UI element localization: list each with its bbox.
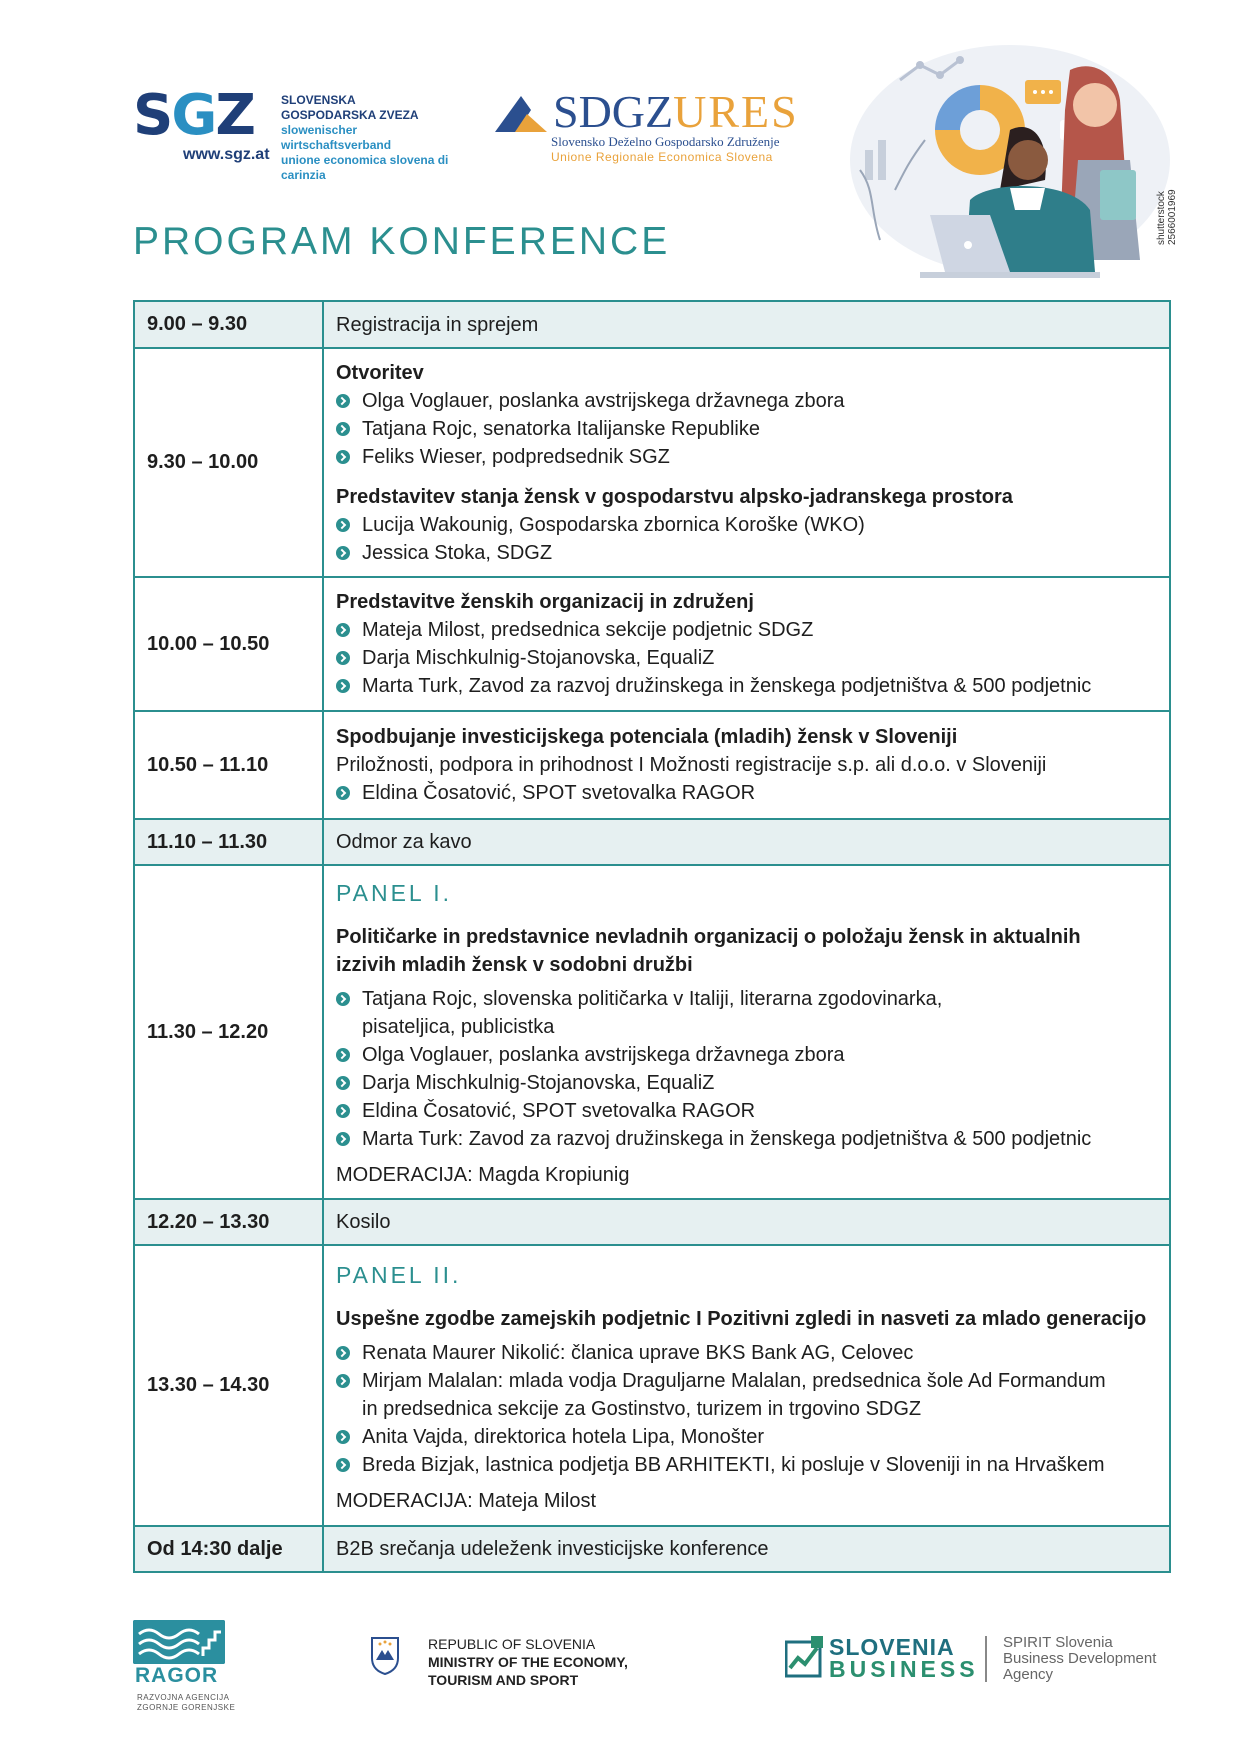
slovenia-business-line-2: BUSINESS [829, 1656, 979, 1682]
bullet-icon [336, 623, 350, 637]
image-credit: shutterstock 2566001969 [1156, 189, 1178, 245]
ragor-sub-2: ZGORNJE GORENJSKE [137, 1703, 236, 1712]
program-row [134, 1526, 1170, 1572]
program-content: Kosilo [323, 1199, 1170, 1245]
sgz-line-2: slowenischer wirtschaftsverband [281, 123, 392, 152]
ragor-waves-icon [133, 1620, 225, 1664]
list-item: Marta Turk: Zavod za razvoj družinskega in ženskega podjetništva & 500 podjetnic [336, 1125, 1155, 1153]
section-heading: Spodbujanje investicijskega potenciala (mladih) žensk v Sloveniji [336, 726, 958, 748]
program-time: 10.00 – 10.50 [134, 577, 323, 711]
panel-label: PANEL II. [336, 1261, 462, 1288]
list-item: Eldina Čosatović, SPOT svetovalka RAGOR [336, 779, 1155, 807]
sgz-url: www.sgz.at [183, 146, 270, 163]
page-title: PROGRAM KONFERENCE [133, 220, 671, 263]
program-time: 13.30 – 14.30 [134, 1245, 323, 1526]
program-content [323, 577, 1170, 711]
program-row [134, 1199, 1170, 1245]
section-heading: Političarke in predstavnice nevladnih organizacij o položaju žensk in aktualnih izzivih mladih žensk v sodobni družbi [336, 926, 1081, 976]
moderation: MODERACIJA: Mateja Milost [336, 1489, 597, 1512]
bullet-icon [336, 1458, 350, 1472]
program-time: 11.30 – 12.20 [134, 865, 323, 1199]
women-working-illustration [840, 40, 1180, 310]
list-item: Darja Mischkulnig-Stojanovska, EqualiZ [336, 644, 1155, 672]
program-content: Registracija in sprejem [323, 301, 1170, 348]
slovenia-business-line-1: SLOVENIA [829, 1634, 955, 1660]
program-content: B2B srečanja udeleženk investicijske konference [323, 1526, 1170, 1572]
list-item: Breda Bizjak, lastnica podjetja BB ARHITEKTI, ki posluje v Sloveniji in na Hrvaškem [336, 1451, 1155, 1479]
program-time: 12.20 – 13.30 [134, 1199, 323, 1245]
list-item: Olga Voglauer, poslanka avstrijskega državnega zbora [336, 387, 1155, 415]
program-row [134, 348, 1170, 577]
sdgz-line-1: Slovensko Deželno Gospodarsko Združenje [551, 134, 780, 149]
section-heading: Uspešne zgodbe zamejskih podjetnic I Pozitivni zgledi in nasveti za mlado generacijo [336, 1307, 1147, 1330]
sdgz-triangle-icon [495, 94, 547, 132]
page-header [0, 0, 1240, 300]
sgz-logo-mark: SGZ [133, 83, 254, 148]
bullet-icon [336, 1132, 350, 1146]
bullet-icon [336, 450, 350, 464]
ministry-line-3: TOURISM AND SPORT [428, 1672, 579, 1688]
bullet-icon [336, 518, 350, 532]
panel-label: PANEL I. [336, 880, 453, 906]
ragor-name: RAGOR [135, 1664, 219, 1687]
bullet-icon [336, 394, 350, 408]
list-item: Tatjana Rojc, slovenska političarka v Italiji, literarna zgodovinarka, pisateljica, publicistka [336, 985, 1155, 1041]
bullet-icon [336, 651, 350, 665]
program-time: 11.10 – 11.30 [134, 819, 323, 865]
sgz-line-3: unione economica slovena di carinzia [281, 153, 449, 182]
sgz-line-1: SLOVENSKA GOSPODARSKA ZVEZA [281, 93, 419, 122]
sdgz-line-2: Unione Regionale Economica Slovena [551, 150, 773, 164]
spirit-line-2: Business Development [1003, 1650, 1157, 1667]
footer-logos [0, 1600, 1240, 1750]
program-content: Odmor za kavo [323, 819, 1170, 865]
logo-divider [985, 1636, 987, 1682]
program-content [323, 348, 1170, 577]
sdgz-logo-mark: SDGZURES [553, 86, 799, 137]
program-row [134, 711, 1170, 819]
list-item: Olga Voglauer, poslanka avstrijskega državnega zbora [336, 1041, 1155, 1069]
program-content [323, 1245, 1170, 1526]
program-row [134, 819, 1170, 865]
slovenia-business-icon [785, 1636, 825, 1678]
program-row [134, 1245, 1170, 1526]
list-item: Lucija Wakounig, Gospodarska zbornica Koroške (WKO) [336, 511, 1155, 539]
spirit-line-3: Agency [1003, 1666, 1054, 1683]
moderation: MODERACIJA: Magda Kropiunig [336, 1164, 630, 1186]
program-row [134, 301, 1170, 348]
spirit-line-1: SPIRIT Slovenia [1003, 1634, 1113, 1651]
ministry-line-2: MINISTRY OF THE ECONOMY, [428, 1654, 628, 1670]
bullet-icon [336, 1374, 350, 1388]
program-row [134, 865, 1170, 1199]
section-heading: Otvoritev [336, 361, 424, 384]
list-item: Mirjam Malalan: mlada vodja Draguljarne Malalan, predsednica šole Ad Formandum in predsednica sekcije za Gostinstvo, turizem in trgovino SDGZ [336, 1367, 1155, 1423]
ragor-logo [133, 1620, 236, 1715]
section-heading: Predstavitev stanja žensk v gospodarstvu alpsko-jadranskega prostora [336, 485, 1013, 508]
bullet-icon [336, 1104, 350, 1118]
section-subtext: Priložnosti, podpora in prihodnost I Možnosti registracije s.p. ali d.o.o. v Sloveniji [336, 754, 1047, 776]
list-item: Feliks Wieser, podpredsednik SGZ [336, 443, 1155, 471]
section-heading: Predstavitve ženskih organizacij in združenj [336, 591, 754, 613]
bullet-icon [336, 1048, 350, 1062]
bullet-icon [336, 546, 350, 560]
bullet-icon [336, 679, 350, 693]
bullet-icon [336, 992, 350, 1006]
list-item: Jessica Stoka, SDGZ [336, 539, 1155, 567]
list-item: Anita Vajda, direktorica hotela Lipa, Monošter [336, 1423, 1155, 1451]
program-time: 9.00 – 9.30 [134, 301, 323, 348]
bullet-icon [336, 422, 350, 436]
program-content [323, 711, 1170, 819]
ministry-line-1: REPUBLIC OF SLOVENIA [428, 1636, 596, 1652]
bullet-icon [336, 786, 350, 800]
program-table [133, 300, 1171, 1573]
sdgz-ures-logo [495, 88, 835, 164]
list-item: Tatjana Rojc, senatorka Italijanske Republike [336, 415, 1155, 443]
bullet-icon [336, 1346, 350, 1360]
list-item: Eldina Čosatović, SPOT svetovalka RAGOR [336, 1097, 1155, 1125]
list-item: Darja Mischkulnig-Stojanovska, EqualiZ [336, 1069, 1155, 1097]
list-item: Marta Turk, Zavod za razvoj družinskega in ženskega podjetništva & 500 podjetnic [336, 672, 1155, 700]
bullet-icon [336, 1430, 350, 1444]
program-time: 9.30 – 10.00 [134, 348, 323, 577]
slovenia-business-logo [785, 1636, 1185, 1696]
sgz-logo [133, 83, 453, 182]
slovenia-crest-icon [370, 1636, 400, 1676]
program-time: 10.50 – 11.10 [134, 711, 323, 819]
bullet-icon [336, 1076, 350, 1090]
list-item: Renata Maurer Nikolić: članica uprave BKS Bank AG, Celovec [336, 1339, 1155, 1367]
program-time: Od 14:30 dalje [134, 1526, 323, 1572]
program-row [134, 577, 1170, 711]
ministry-logo [370, 1636, 650, 1696]
program-content [323, 865, 1170, 1199]
list-item: Mateja Milost, predsednica sekcije podjetnic SDGZ [336, 616, 1155, 644]
ragor-sub-1: RAZVOJNA AGENCIJA [137, 1693, 230, 1702]
